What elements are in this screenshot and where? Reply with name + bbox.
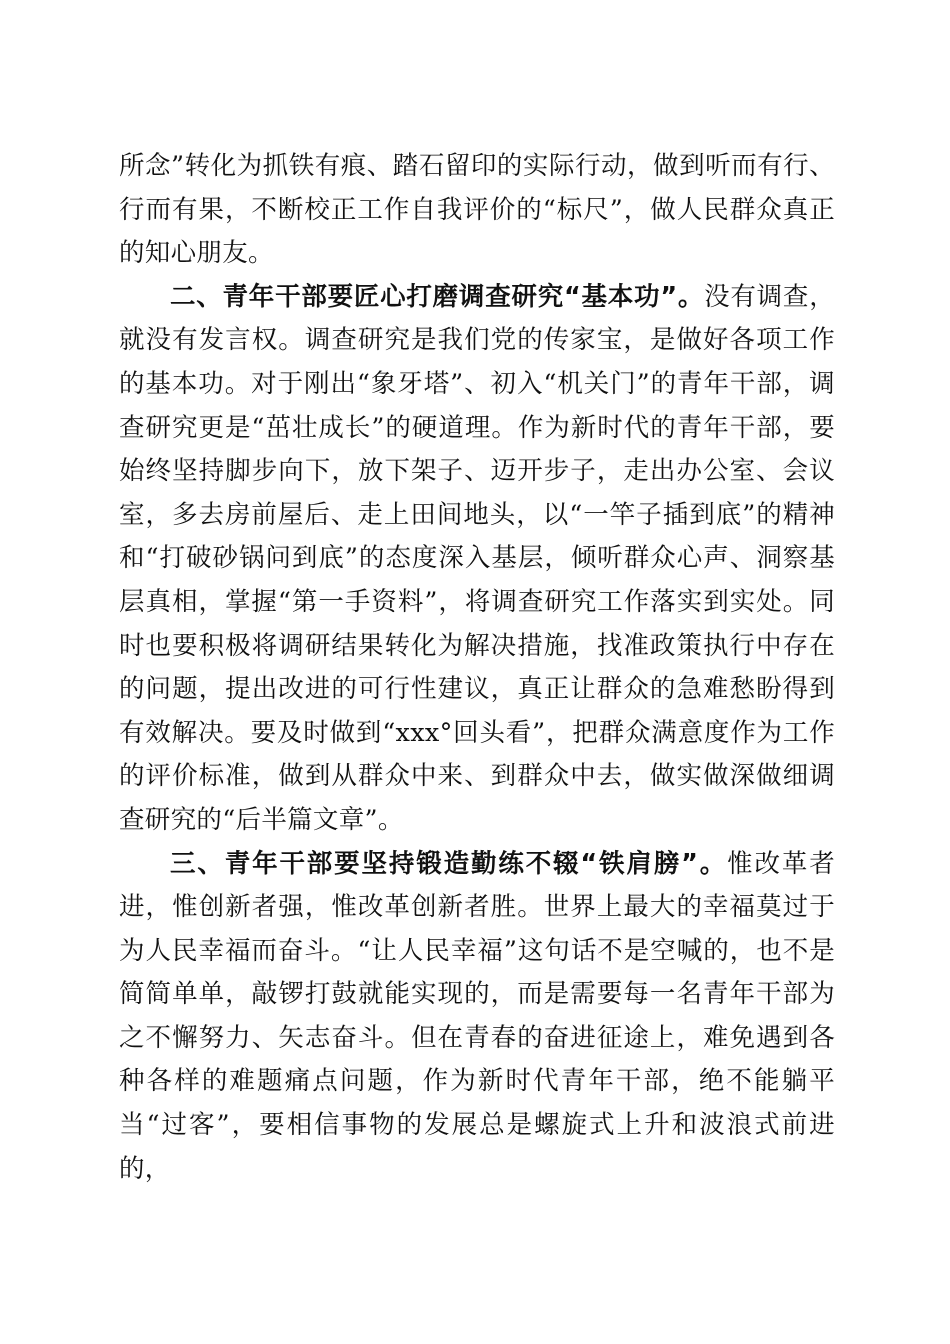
document-body — [119, 145, 835, 1191]
section-heading-3: 三、青年干部要坚持锻造勤练不辍“铁肩膀”。 — [170, 848, 728, 879]
paragraph-2 — [119, 276, 835, 843]
section-heading-2: 二、青年干部要匠心打磨调查研究“基本功”。 — [170, 281, 705, 312]
paragraph-2-text: 没有调查，就没有发言权。调查研究是我们党的传家宝，是做好各项工作的基本功。对于刚出“象牙塔”、初入“机关门”的青年干部，调查研究更是“茁壮成长”的硬道理。作为新时代的青年干部，要始终坚持脚步向下，放下架子、迈开步子，走出办公室、会议室，多去房前屋后、走上田间地头，以“一竿子插到底”的精神和“打破砂锅问到底”的态度深入基层，倾听群众心声、洞察基层真相，掌握“第一手资料”，将调查研究工作落实到实处。同时也要积极将调研结果转化为解决措施，找准政策执行中存在的问题，提出改进的可行性建议，真正让群众的急难愁盼得到有效解决。要及时做到“xxx°回头看”，把群众满意度作为工作的评价标准，做到从群众中来、到群众中去，做实做深做细调查研究的“后半篇文章”。 — [119, 281, 835, 835]
paragraph-1-text: 所念”转化为抓铁有痕、踏石留印的实际行动，做到听而有行、行而有果，不断校正工作自我评价的“标尺”，做人民群众真正的知心朋友。 — [119, 151, 835, 269]
paragraph-3 — [119, 843, 835, 1192]
paragraph-3-text: 惟改革者进，惟创新者强，惟改革创新者胜。世界上最大的幸福莫过于为人民幸福而奋斗。“让人民幸福”这句话不是空喊的，也不是简简单单，敲锣打鼓就能实现的，而是需要每一名青年干部为之不懈努力、矢志奋斗。但在青春的奋进征途上，难免遇到各种各样的难题痛点问题，作为新时代青年干部，绝不能躺平当“过客”，要相信事物的发展总是螺旋式上升和波浪式前进的， — [119, 848, 835, 1184]
paragraph-1 — [119, 145, 835, 276]
